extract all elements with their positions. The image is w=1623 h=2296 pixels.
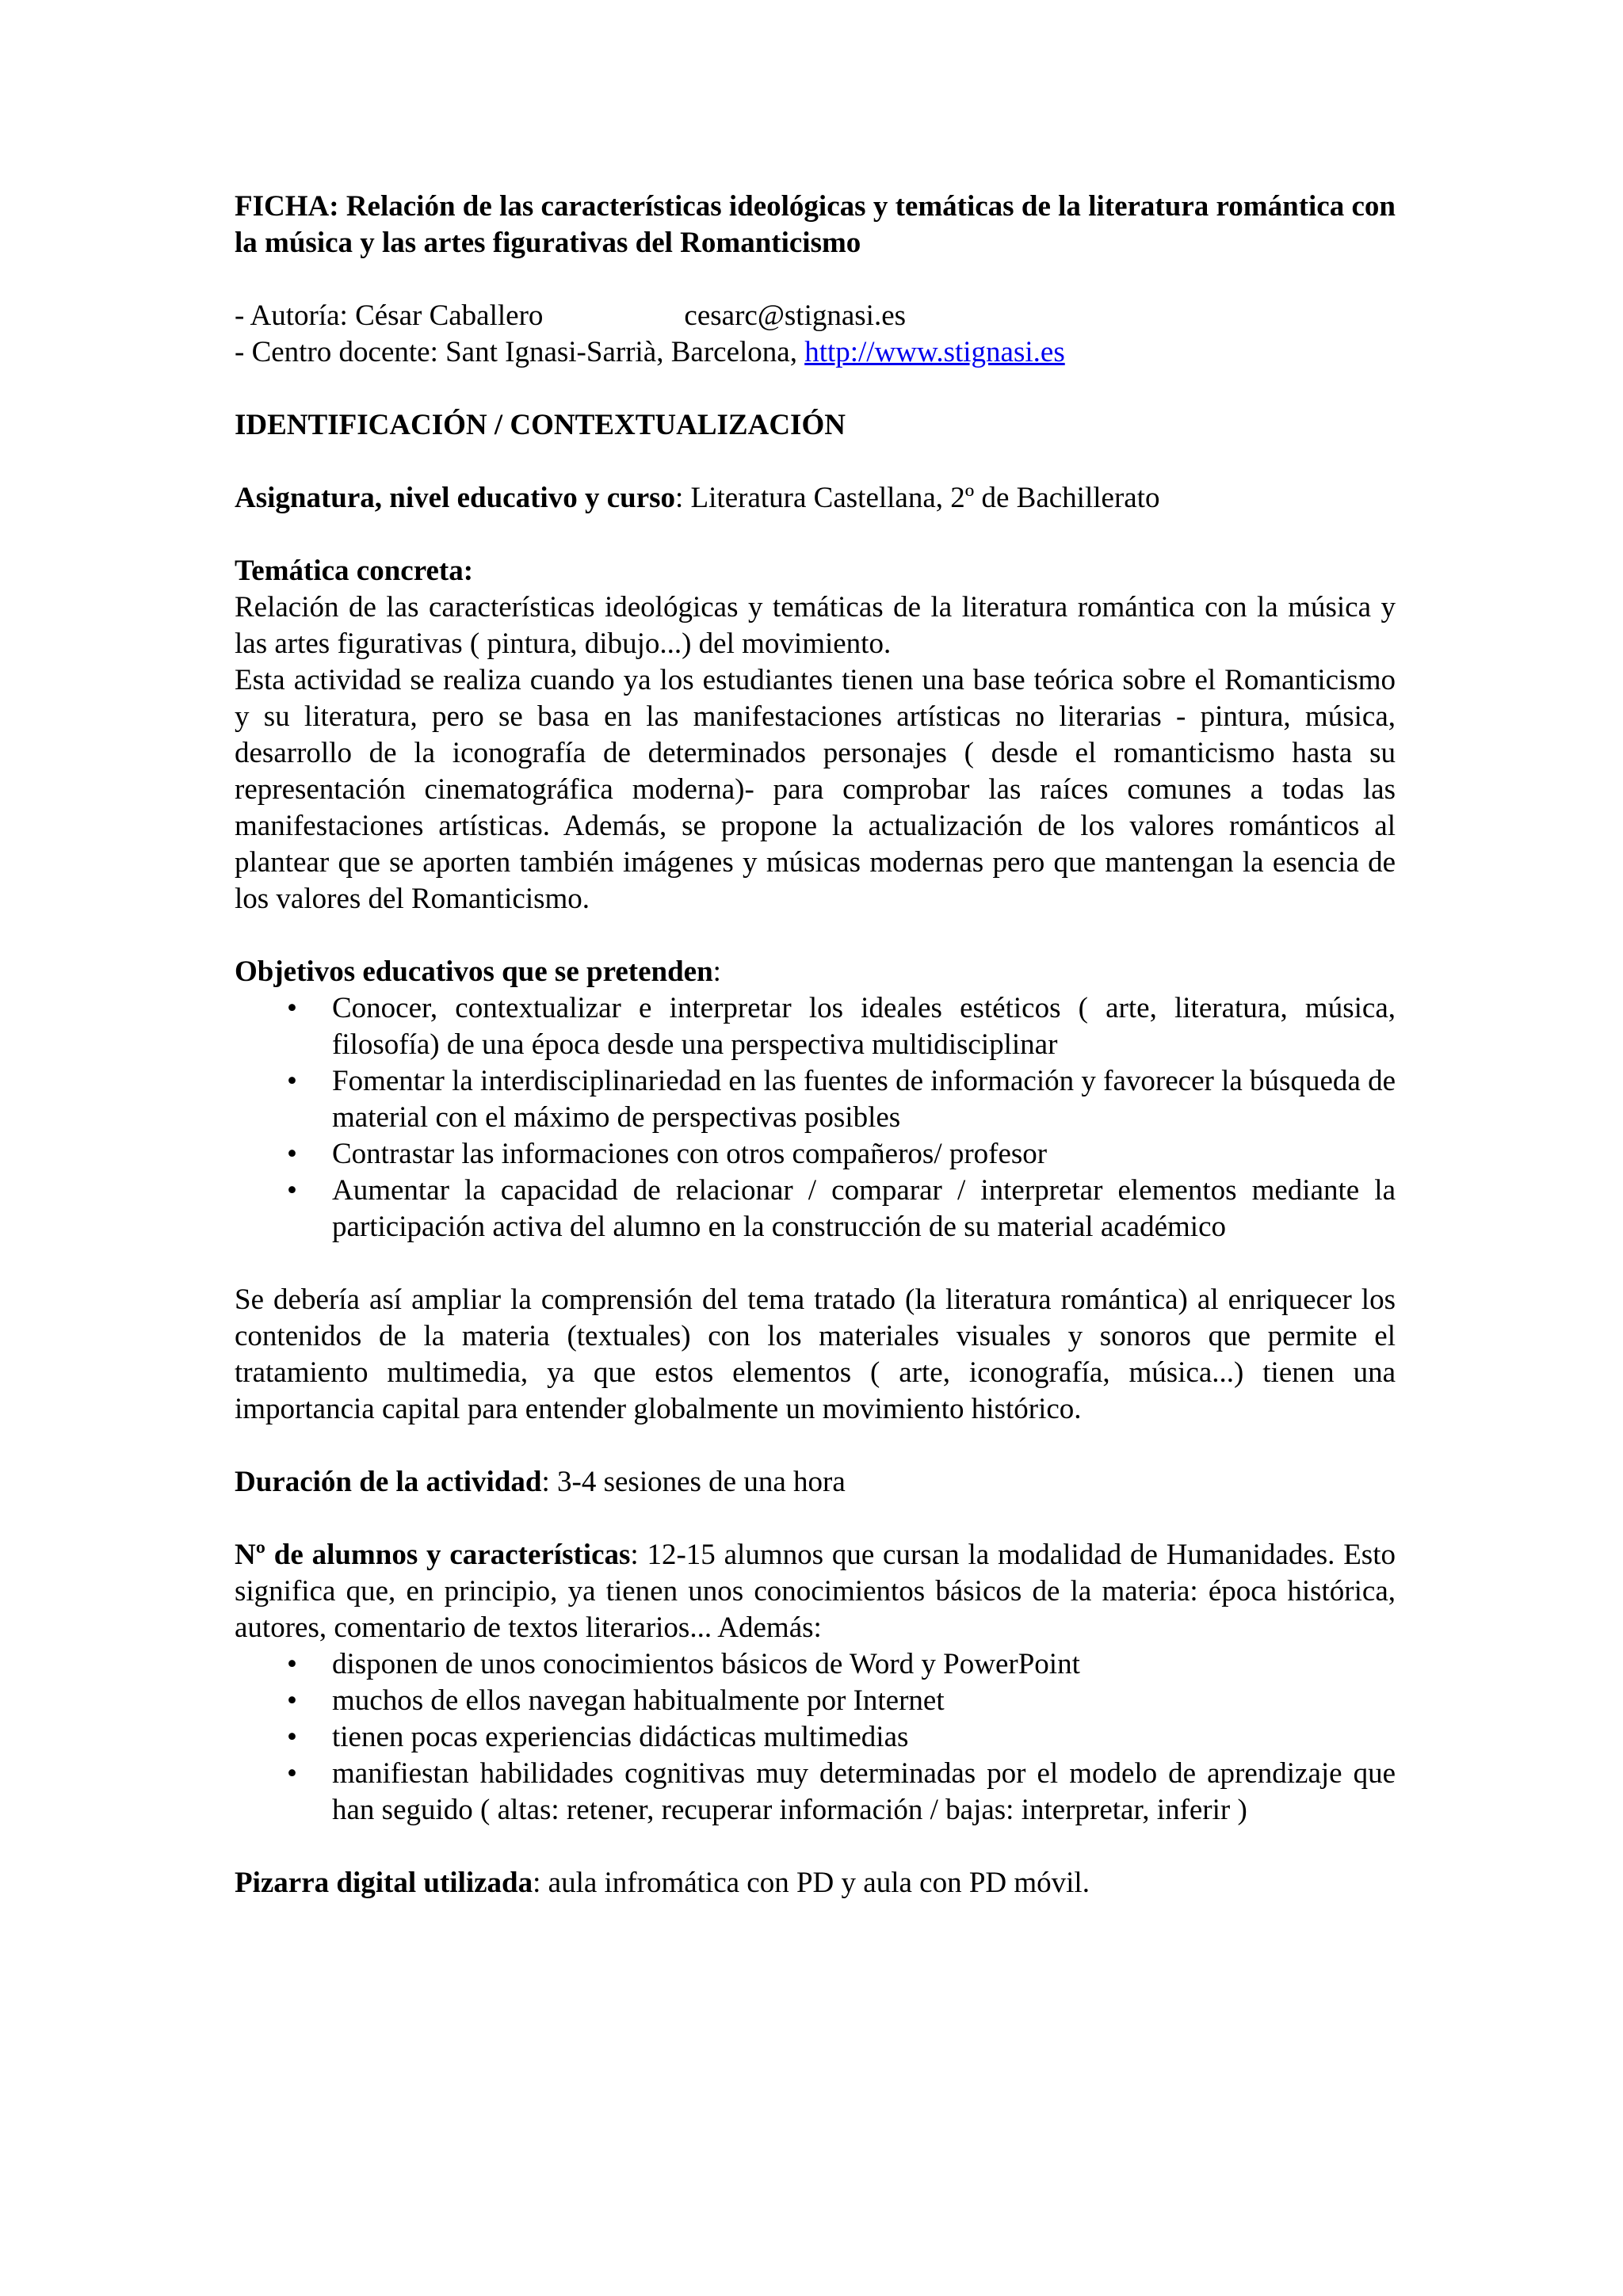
list-item <box>235 1683 1396 1719</box>
bullet-icon: • <box>287 1757 297 1790</box>
conclusion-paragraph: Se debería así ampliar la comprensión del tema tratado (la literatura romántica) al enriquecer los contenidos de la materia (textuales) con los materiales visuales y sonoros que permite el tratamiento multimedia, ya que estos elementos ( arte, iconografía, música...) tienen una importancia capital para entender globalmente un movimiento histórico. <box>235 1283 1396 1425</box>
center-website-link[interactable]: http://www.stignasi.es <box>804 336 1065 368</box>
list-item-text: Conocer, contextualizar e interpretar los ideales estéticos ( arte, literatura, música, filosofía) de una época desde una perspectiva multidisciplinar <box>332 992 1396 1061</box>
center-line <box>235 334 1396 371</box>
center-name: - Centro docente: Sant Ignasi-Sarrià, Barcelona, <box>235 336 805 368</box>
objectives-label: Objetivos educativos que se pretenden <box>235 955 713 988</box>
list-item <box>235 990 1396 1063</box>
theme-label: Temática concreta <box>235 555 464 587</box>
duration-value: : 3-4 sesiones de una hora <box>541 1466 846 1498</box>
bullet-icon: • <box>287 1065 297 1097</box>
list-item <box>235 1756 1396 1829</box>
objectives-list <box>235 990 1396 1245</box>
bullet-icon: • <box>287 1174 297 1207</box>
theme-paragraph-2: Esta actividad se realiza cuando ya los estudiantes tienen una base teórica sobre el Romanticismo y su literatura, pero se basa en las manifestaciones artísticas no literarias - pintura, música, desarrollo de la iconografía de determinados personajes ( desde el romanticismo hasta su representación cinematográfica moderna)- para comprobar las raíces comunes a todas las manifestaciones artísticas. Además, se propone la actualización de los valores románticos al plantear que se aporten también imágenes y músicas modernas pero que mantengan la esencia de los valores del Romanticismo. <box>235 664 1396 915</box>
list-item <box>235 1719 1396 1756</box>
students-list <box>235 1646 1396 1829</box>
subject-label: Asignatura, nivel educativo y curso <box>235 482 676 514</box>
whiteboard-line <box>235 1865 1396 1901</box>
bullet-icon: • <box>287 1721 297 1753</box>
list-item-text: tienen pocas experiencias didácticas multimedias <box>332 1721 909 1753</box>
objectives-section <box>235 954 1396 1245</box>
students-paragraph <box>235 1537 1396 1646</box>
list-item <box>235 1173 1396 1245</box>
theme-heading <box>235 553 1396 589</box>
theme-paragraph-1: Relación de las características ideológicas y temáticas de la literatura romántica con la música y las artes figurativas ( pintura, dibujo...) del movimiento. <box>235 591 1396 660</box>
duration-line <box>235 1464 1396 1501</box>
bullet-icon: • <box>287 1648 297 1680</box>
students-section <box>235 1537 1396 1829</box>
students-label: Nº de alumnos y características <box>235 1539 631 1571</box>
list-item <box>235 1063 1396 1136</box>
objectives-heading <box>235 954 1396 990</box>
list-item <box>235 1136 1396 1173</box>
bullet-icon: • <box>287 992 297 1024</box>
theme-colon: : <box>463 555 474 587</box>
objectives-colon: : <box>712 955 721 988</box>
whiteboard-label: Pizarra digital utilizada <box>235 1867 533 1899</box>
list-item-text: Fomentar la interdisciplinariedad en las fuentes de información y favorecer la búsqueda de material con el máximo de perspectivas posibles <box>332 1065 1396 1134</box>
list-item-text: manifiestan habilidades cognitivas muy determinadas por el modelo de aprendizaje que han seguido ( altas: retener, recuperar información / bajas: interpretar, inferir ) <box>332 1757 1396 1826</box>
list-item-text: disponen de unos conocimientos básicos de Word y PowerPoint <box>332 1648 1080 1680</box>
bullet-icon: • <box>287 1138 297 1170</box>
author-line <box>235 298 1396 334</box>
list-item <box>235 1646 1396 1683</box>
author-email: cesarc@stignasi.es <box>684 299 907 332</box>
section-heading: IDENTIFICACIÓN / CONTEXTUALIZACIÓN <box>235 409 846 441</box>
students-value: : 12-15 alumnos que cursan la modalidad de Humanidades. Esto significa que, en principio, ya tienen unos conocimientos básicos de la materia: época histórica, autores, comentario de textos literarios... Además: <box>235 1539 1396 1644</box>
subject-line <box>235 480 1396 517</box>
author-block <box>235 298 1396 371</box>
list-item-text: Contrastar las informaciones con otros compañeros/ profesor <box>332 1138 1048 1170</box>
list-item-text: Aumentar la capacidad de relacionar / comparar / interpretar elementos mediante la participación activa del alumno en la construcción de su material académico <box>332 1174 1396 1243</box>
document-title: FICHA: Relación de las características ideológicas y temáticas de la literatura romántica con la música y las artes figurativas del Romanticismo <box>235 190 1396 259</box>
bullet-icon: • <box>287 1684 297 1717</box>
author-name: - Autoría: César Caballero <box>235 299 544 332</box>
duration-label: Duración de la actividad <box>235 1466 542 1498</box>
document-body <box>235 189 1396 1901</box>
subject-value: : Literatura Castellana, 2º de Bachillerato <box>675 482 1160 514</box>
theme-section <box>235 553 1396 917</box>
list-item-text: muchos de ellos navegan habitualmente por Internet <box>332 1684 945 1717</box>
whiteboard-value: : aula infromática con PD y aula con PD móvil. <box>533 1867 1090 1899</box>
